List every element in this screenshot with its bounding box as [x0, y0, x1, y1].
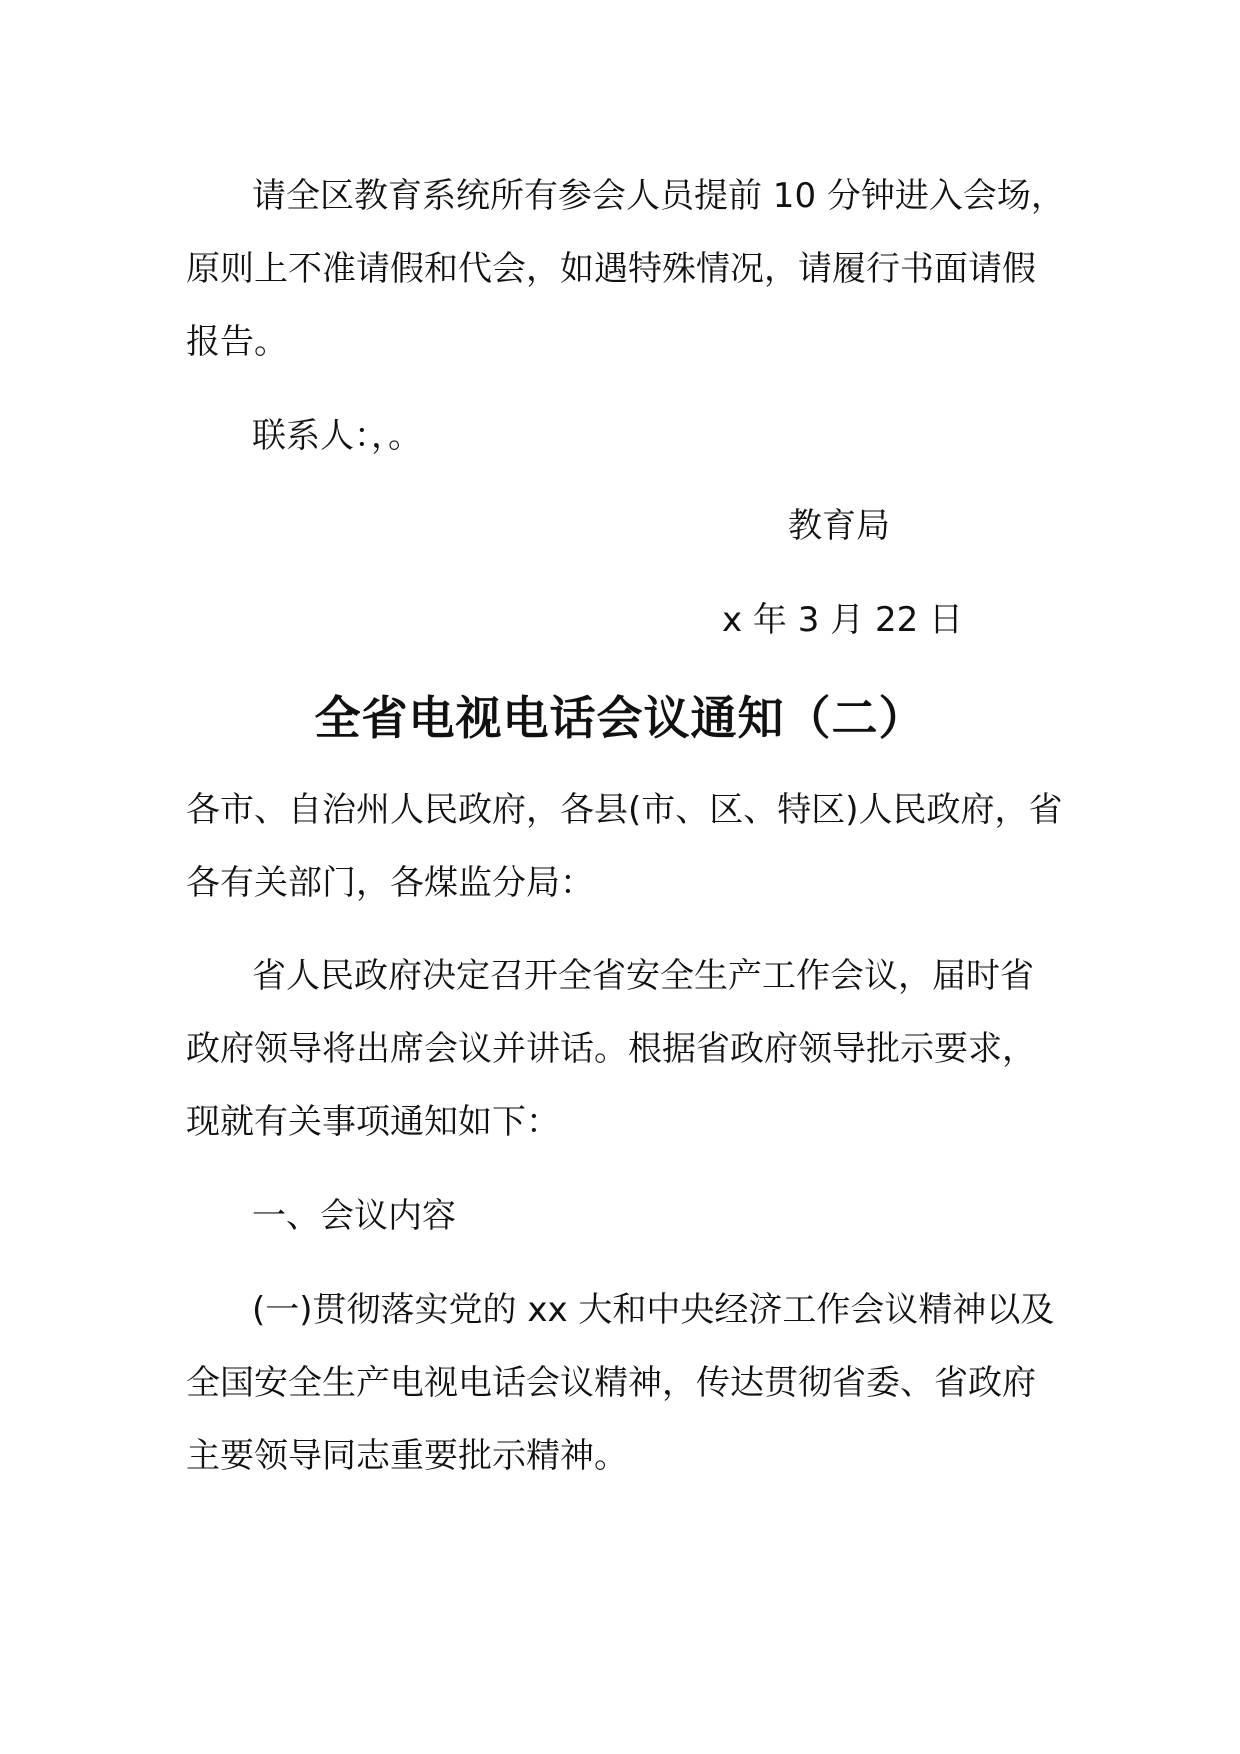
section-item-line: 全国安全生产电视电话会议精神，传达贯彻省委、省政府 [186, 1363, 1036, 1403]
signature-org: 教育局 [788, 506, 890, 546]
section-heading: 一、会议内容 [252, 1196, 456, 1236]
contact-line: 联系人：，。 [252, 416, 422, 456]
addressee-line: 各市、自治州人民政府，各县(市、区、特区)人民政府，省 [186, 790, 1063, 830]
section-item-line: 主要领导同志重要批示精神。 [186, 1436, 628, 1476]
section-item-line: (一)贯彻落实党的 xx 大和中央经济工作会议精神以及 [252, 1290, 1055, 1330]
paragraph-line: 报告。 [186, 322, 288, 362]
intro-line: 省人民政府决定召开全省安全生产工作会议，届时省 [252, 956, 1034, 996]
document-title: 全省电视电话会议通知（二） [314, 691, 926, 745]
addressee-line: 各有关部门，各煤监分局： [186, 863, 594, 903]
signature-date: x 年 3 月 22 日 [722, 600, 964, 640]
paragraph-line: 请全区教育系统所有参会人员提前 10 分钟进入会场， [252, 176, 1065, 216]
intro-line: 政府领导将出席会议并讲话。根据省政府领导批示要求， [186, 1029, 1036, 1069]
intro-line: 现就有关事项通知如下： [186, 1102, 560, 1142]
paragraph-line: 原则上不准请假和代会，如遇特殊情况，请履行书面请假 [186, 249, 1036, 289]
